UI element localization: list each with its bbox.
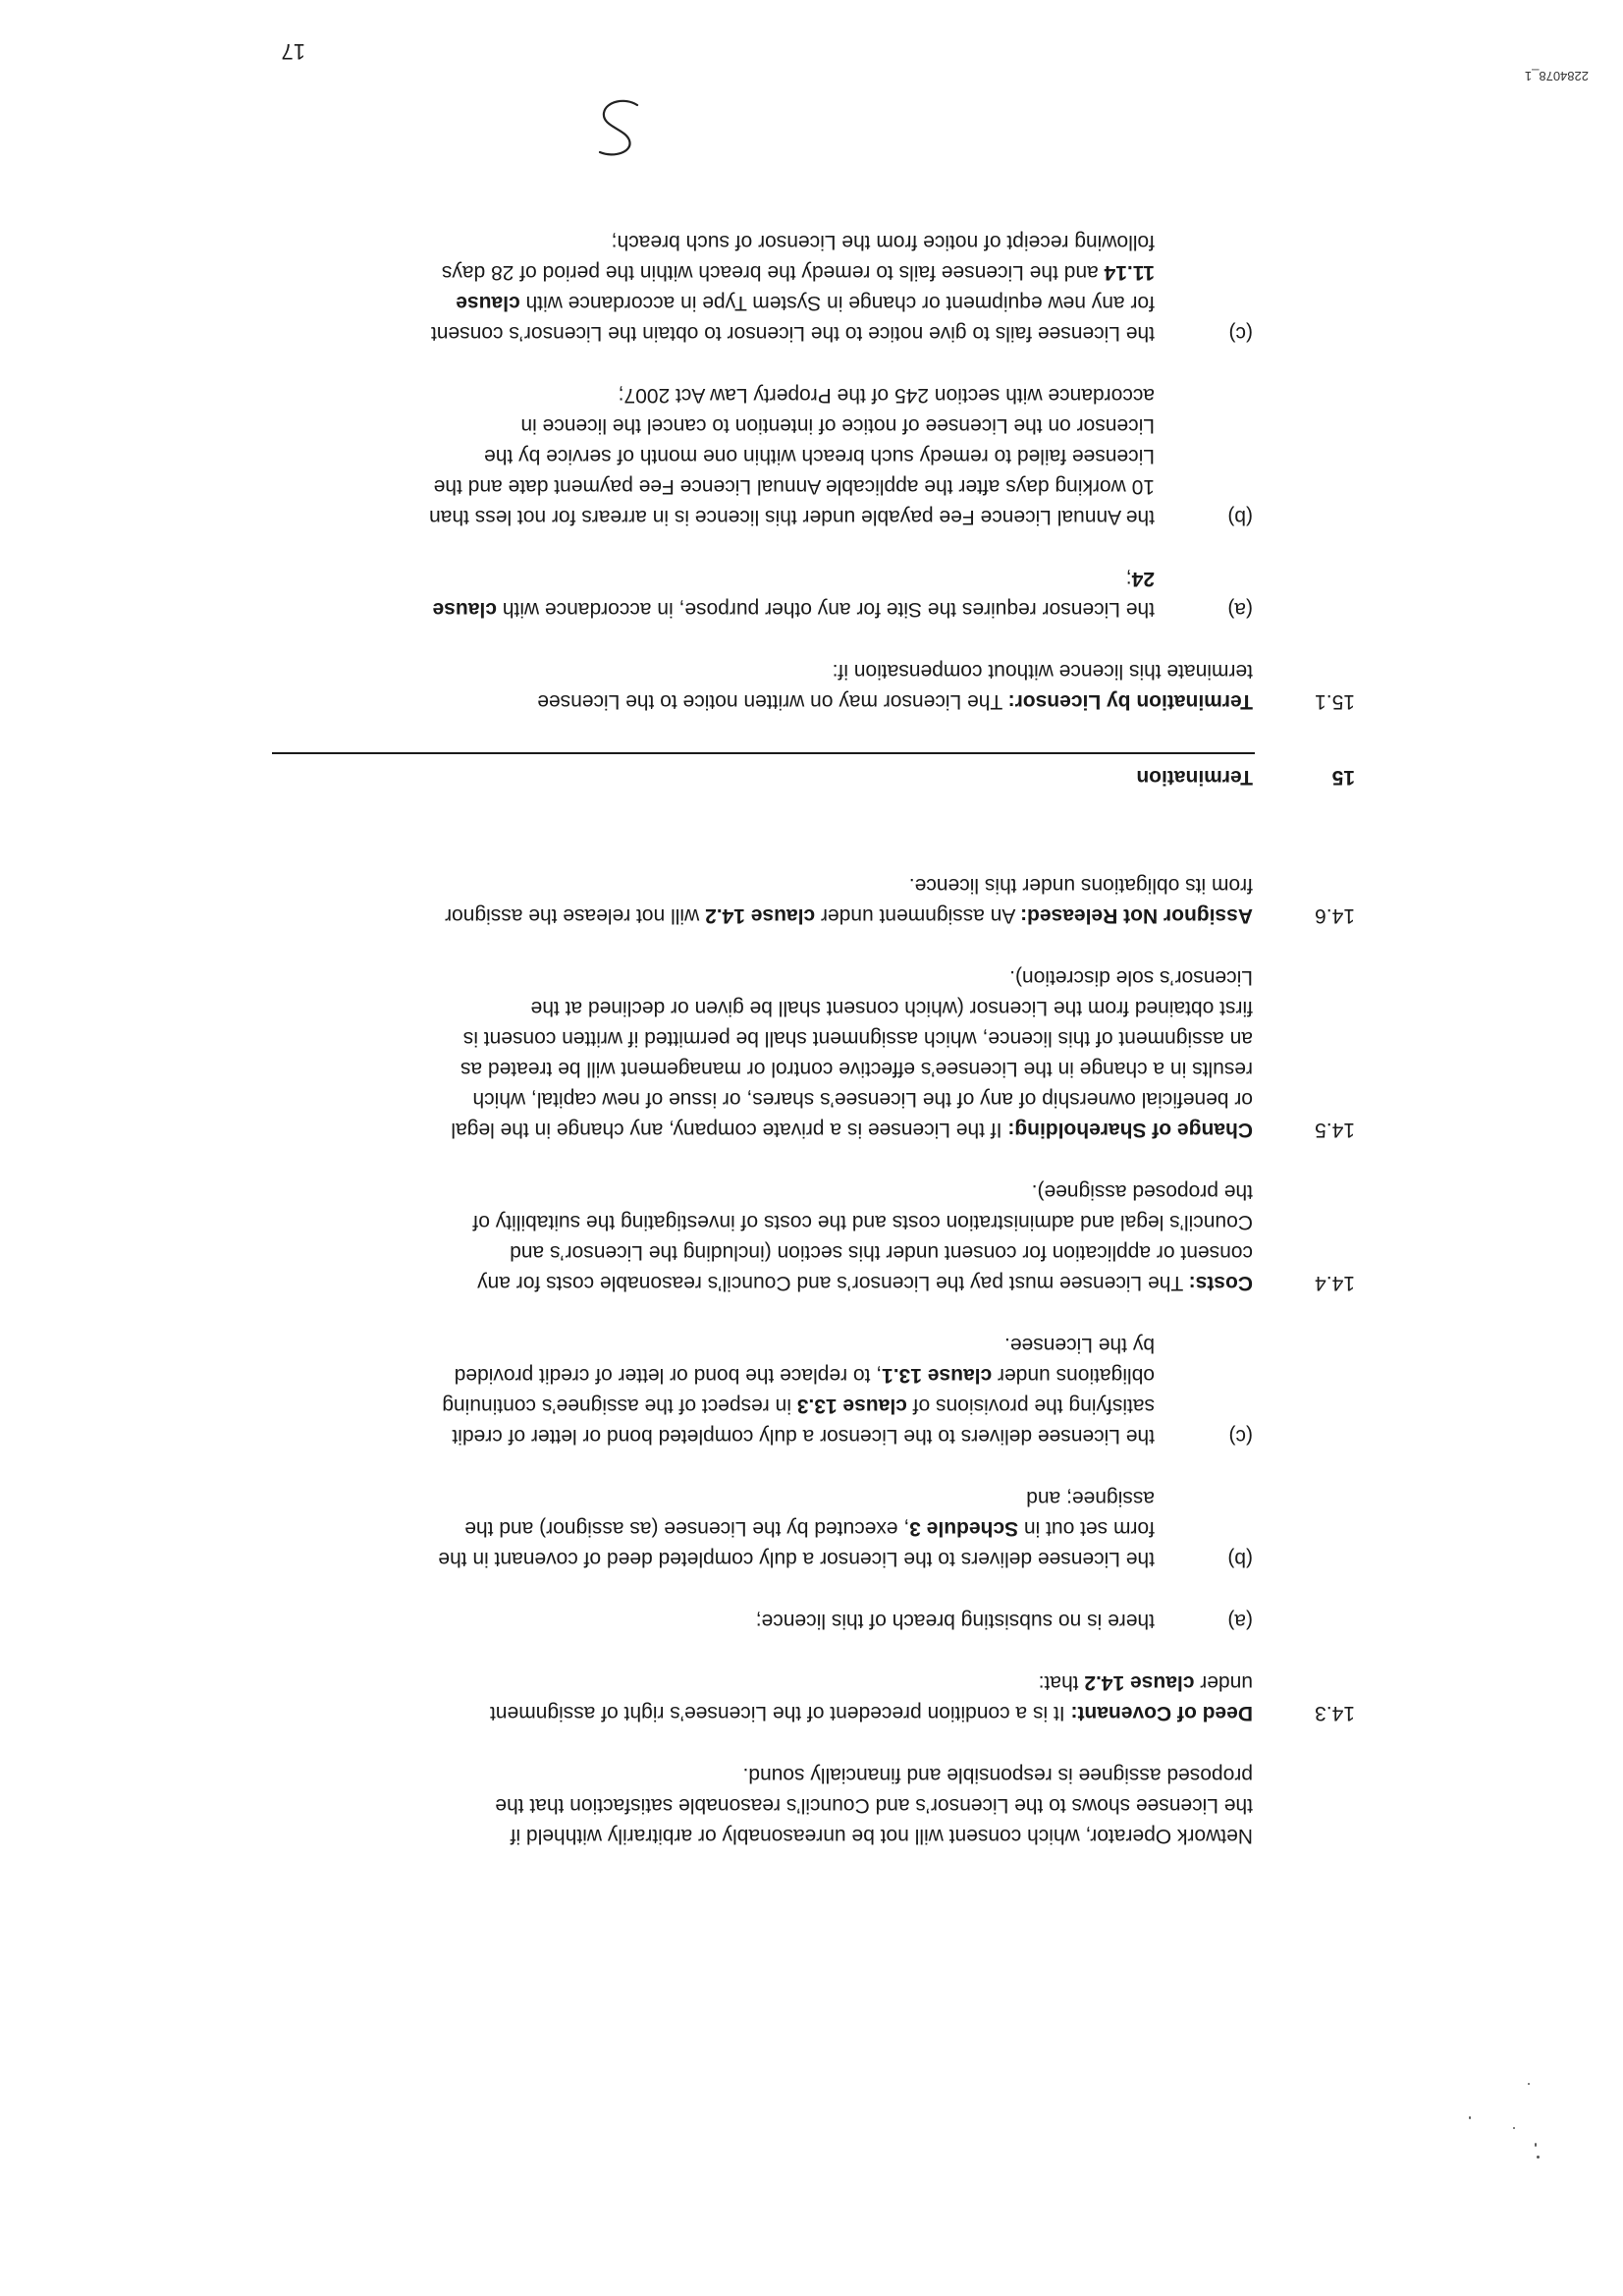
list-item-line: accordance with section 245 of the Property Law Act 2007; bbox=[618, 384, 1155, 407]
list-item-line: following receipt of notice from the Licensor of such breach; bbox=[611, 231, 1155, 253]
clause-heading: Assignor Not Released: bbox=[1020, 904, 1253, 927]
clause-heading: Costs: bbox=[1188, 1272, 1253, 1294]
scan-speck bbox=[1469, 2116, 1471, 2119]
list-item-line: Licensor on the Licensee of notice of intention to cancel the licence in bbox=[520, 414, 1155, 437]
item-label: (b) bbox=[1227, 506, 1253, 528]
clause-heading: Deed of Covenant: bbox=[1070, 1702, 1253, 1724]
clause-number: 14.4 bbox=[1315, 1272, 1355, 1294]
item-label: (c) bbox=[1228, 322, 1253, 345]
clause-number: 14.3 bbox=[1315, 1702, 1355, 1724]
list-item-line: satisfying the provisions of clause 13.3 in respect of the assignee’s continuing bbox=[442, 1394, 1155, 1417]
clause-14-5-line: results in a change in the Licensee’s effective control or management will be treated as bbox=[460, 1058, 1253, 1080]
clause-14-5-line: Licensor’s sole discretion). bbox=[1009, 966, 1253, 989]
list-item-line: assignee; and bbox=[1026, 1487, 1155, 1509]
list-item-line: the Licensor requires the Site for any other purpose, in accordance with clause bbox=[432, 598, 1155, 621]
clause-number: 14.5 bbox=[1315, 1119, 1355, 1141]
intro-line: Network Operator, which consent will not be unreasonably or arbitrarily withheld if bbox=[510, 1825, 1253, 1847]
list-item-line: 11.14 and the Licensee fails to remedy the breach within the period of 28 days bbox=[441, 261, 1155, 284]
scan-speck bbox=[1537, 2156, 1540, 2159]
section-heading: Termination bbox=[1136, 766, 1253, 789]
clause-14-5-line: first obtained from the Licensor (which consent shall be given or declined at the bbox=[530, 997, 1253, 1019]
list-item-line: the Licensee delivers to the Licensor a duly completed bond or letter of credit bbox=[452, 1425, 1155, 1448]
list-item-line: the Annual Licence Fee payable under this licence is in arrears for not less than bbox=[429, 506, 1155, 528]
clause-14-6-line: from its obligations under this licence. bbox=[908, 874, 1253, 897]
clause-15-1-heading-line: Termination by Licensor: The Licensor may on written notice to the Licensee bbox=[537, 690, 1253, 713]
clause-14-3-heading-line: Deed of Covenant: It is a condition precedent of the Licensee’s right of assignment bbox=[490, 1702, 1253, 1724]
clause-14-4-line: consent or application for consent under this section (including the Licensor’s and bbox=[510, 1241, 1253, 1264]
item-label: (c) bbox=[1228, 1425, 1253, 1448]
clause-number: 14.6 bbox=[1315, 904, 1355, 927]
clause-14-5-heading-line: Change of Shareholding: If the Licensee is a private company, any change in the legal bbox=[451, 1119, 1253, 1141]
list-item-line: for any new equipment or change in System Type in accordance with clause bbox=[456, 292, 1155, 314]
clause-number: 15.1 bbox=[1315, 690, 1355, 713]
list-item-line: 10 working days after the applicable Annual Licence Fee payment date and the bbox=[433, 475, 1155, 498]
section-divider bbox=[272, 752, 1255, 754]
clause-14-6-heading-line: Assignor Not Released: An assignment under clause 14.2 will not release the assignor bbox=[445, 904, 1253, 927]
item-label: (b) bbox=[1227, 1548, 1253, 1570]
scan-speck bbox=[1535, 2143, 1537, 2147]
clause-14-4-heading-line: Costs: The Licensee must pay the Licensor’s and Council’s reasonable costs for any bbox=[477, 1272, 1253, 1294]
clause-14-3-line: under clause 14.2 that: bbox=[1038, 1671, 1253, 1694]
clause-14-4-line: the proposed assignee). bbox=[1031, 1180, 1253, 1203]
clause-15-1-line: terminate this licence without compensation if: bbox=[832, 660, 1253, 683]
list-item-line: form set out in Schedule 3, executed by the Licensee (as assignor) and the bbox=[464, 1517, 1155, 1540]
list-item-line: the Licensee fails to give notice to the Licensor to obtain the Licensor’s consent bbox=[430, 322, 1155, 345]
item-label: (a) bbox=[1227, 1610, 1253, 1632]
clause-heading: Change of Shareholding: bbox=[1007, 1119, 1253, 1141]
scan-speck bbox=[1513, 2127, 1515, 2129]
clause-14-4-line: Council’s legal and administration costs and the costs of investigating the suitability of bbox=[472, 1211, 1253, 1233]
list-item-line: obligations under clause 13.1, to replace the bond or letter of credit provided bbox=[454, 1364, 1155, 1387]
page-number: 17 bbox=[281, 39, 305, 64]
intro-line: the Licensee shows to the Licensor’s and Council’s reasonable satisfaction that the bbox=[495, 1794, 1253, 1817]
item-label: (a) bbox=[1227, 598, 1253, 621]
document-reference: 2284078_1 bbox=[1524, 69, 1589, 83]
list-item-line: by the Licensee. bbox=[1004, 1334, 1155, 1356]
clause-14-5-line: an assignment of this licence, which assignment shall be permitted if written consent is bbox=[462, 1027, 1253, 1050]
intro-line: proposed assignee is responsible and financially sound. bbox=[742, 1764, 1253, 1786]
list-item-line: 24; bbox=[1125, 568, 1155, 590]
clause-heading: Termination by Licensor: bbox=[1007, 690, 1253, 713]
handwritten-initial bbox=[582, 91, 651, 160]
scan-speck bbox=[1528, 2083, 1530, 2085]
list-item-line: there is no subsisting breach of this licence; bbox=[755, 1610, 1155, 1632]
list-item-line: the Licensee delivers to the Licensor a duly completed deed of covenant in the bbox=[438, 1548, 1155, 1570]
clause-14-5-line: or beneficial ownership of any of the Licensee’s shares, or issue of new capital, which bbox=[472, 1088, 1253, 1111]
section-number: 15 bbox=[1331, 766, 1355, 789]
list-item-line: Licensee failed to remedy such breach within one month of service by the bbox=[484, 445, 1155, 467]
